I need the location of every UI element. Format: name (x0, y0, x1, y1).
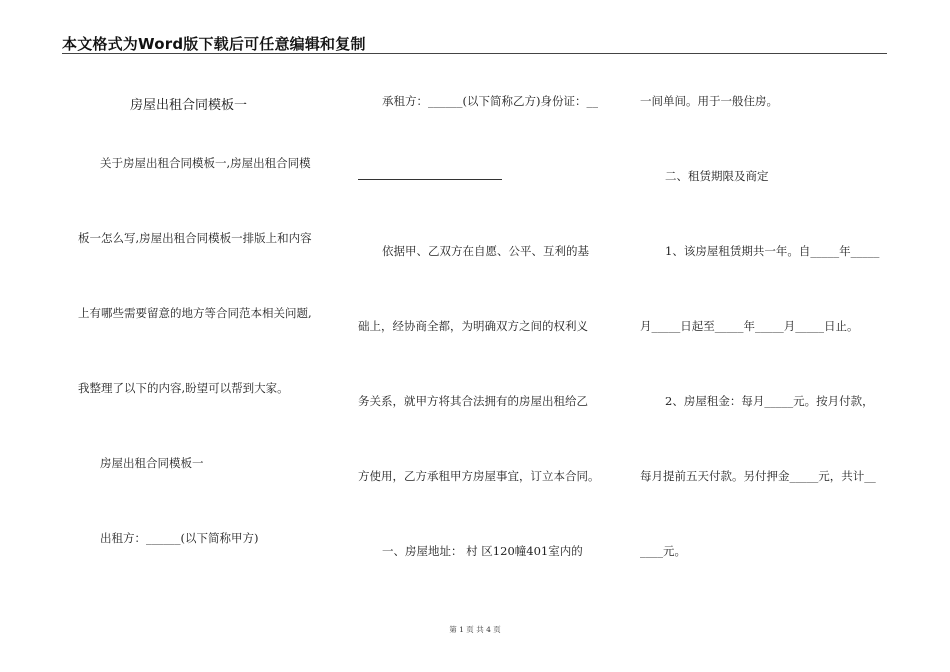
col1-line-3: 上有哪些需要留意的地方等合同范本相关问题, (78, 306, 312, 320)
col1-line-5: 房屋出租合同模板一 (100, 456, 204, 470)
col2-line-1: 承租方：______(以下简称乙方)身份证：__ (382, 94, 598, 108)
col3-line-1: 一间单间。用于一般住房。 (640, 94, 778, 108)
col3-heading-lease-term: 二、租赁期限及商定 (665, 169, 769, 183)
col3-line-6: 每月提前五天付款。另付押金_____元，共计__ (640, 469, 876, 483)
col2-line-2: 依据甲、乙双方在自愿、公平、互利的基 (382, 244, 589, 258)
col2-line-4: 务关系，就甲方将其合法拥有的房屋出租给乙 (358, 394, 588, 408)
banner-divider (62, 53, 887, 54)
document-title: 房屋出租合同模板一 (130, 98, 248, 113)
col2-line-5: 方使用，乙方承租甲方房屋事宜，订立本合同。 (358, 469, 600, 483)
col1-line-1: 关于房屋出租合同模板一,房屋出租合同模 (100, 156, 311, 170)
col3-line-3: 1、该房屋租赁期共一年。自_____年_____ (665, 244, 880, 258)
page-banner: 本文格式为Word版下载后可任意编辑和复制 (62, 35, 366, 53)
col2-line-3: 础上，经协商全都，为明确双方之间的权利义 (358, 319, 588, 333)
col1-line-2: 板一怎么写,房屋出租合同模板一排版上和内容 (78, 231, 312, 245)
page-number: 第 1 页 共 4 页 (449, 625, 501, 634)
col2-line-6: 一、房屋地址： 村 区120幢401室内的 (382, 544, 583, 558)
id-number-blank (358, 179, 502, 180)
col1-line-6: 出租方：______(以下简称甲方) (100, 531, 259, 545)
col3-line-4: 月_____日起至_____年_____月_____日止。 (640, 319, 859, 333)
col3-line-5: 2、房屋租金：每月_____元。按月付款， (665, 394, 874, 408)
col1-line-4: 我整理了以下的内容,盼望可以帮到大家。 (78, 381, 289, 395)
col3-line-7: ____元。 (640, 544, 686, 558)
